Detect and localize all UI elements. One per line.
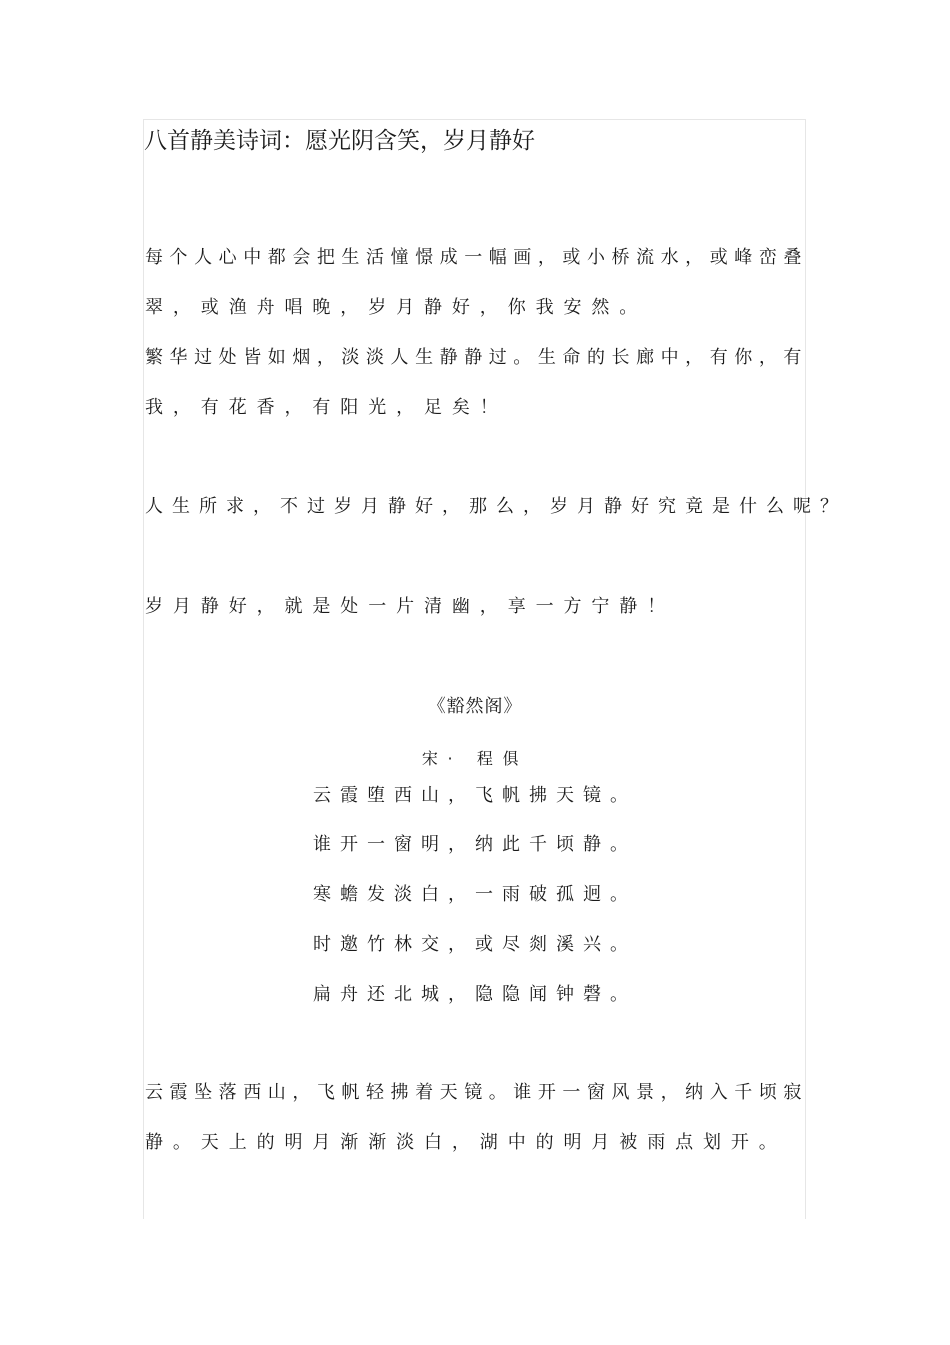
intro-paragraph-1-line-1: 每个人心中都会把生活憧憬成一幅画，或小桥流水，或峰峦叠: [145, 247, 805, 268]
intro-paragraph-3: 人生所求，不过岁月静好，那么，岁月静好究竟是什么呢？: [145, 496, 847, 517]
intro-paragraph-2-line-2: 我，有花香，有阳光，足矣！: [145, 397, 508, 418]
poem-line: 云霞堕西山，飞帆拂天镜。: [313, 785, 637, 806]
poem-author: 宋· 程俱: [421, 749, 529, 768]
poem-line: 谁开一窗明，纳此千顷静。: [313, 834, 637, 855]
article-title: 八首静美诗词：愿光阴含笑，岁月静好: [144, 128, 535, 154]
poem-line: 寒蟾发淡白，一雨破孤迥。: [313, 884, 637, 905]
intro-paragraph-2-line-1: 繁华过处皆如烟，淡淡人生静静过。生命的长廊中，有你，有: [145, 347, 805, 368]
intro-paragraph-4: 岁月静好，就是处一片清幽，享一方宁静！: [145, 596, 676, 617]
intro-paragraph-1-line-2: 翠，或渔舟唱晚，岁月静好，你我安然。: [145, 297, 648, 318]
translation-line-1: 云霞坠落西山，飞帆轻拂着天镜。谁开一窗风景，纳入千顷寂: [145, 1082, 805, 1103]
translation-line-2: 静。天上的明月渐渐淡白，湖中的明月被雨点划开。: [145, 1132, 787, 1153]
poem-line: 扁舟还北城，隐隐闻钟磬。: [313, 984, 637, 1005]
poem-title: 《豁然阁》: [427, 696, 523, 717]
page-frame: [143, 119, 847, 1219]
poem-line: 时邀竹林交，或尽剡溪兴。: [313, 934, 637, 955]
